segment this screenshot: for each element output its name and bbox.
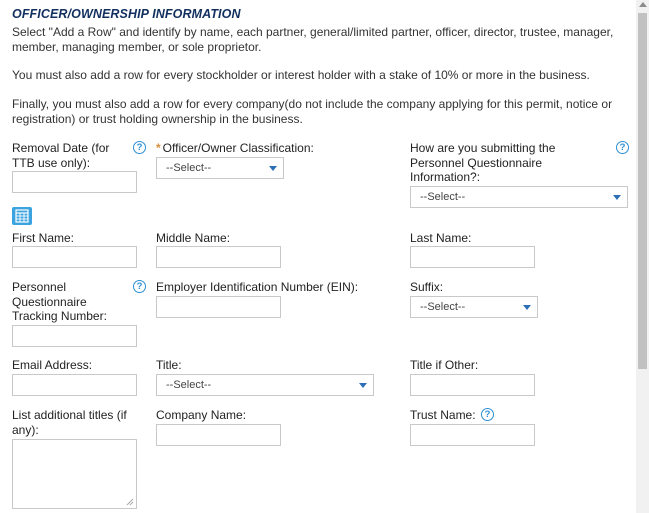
- title-label: Title:: [156, 358, 182, 372]
- instruction-paragraph-1: Select "Add a Row" and identify by name, each partner, general/limited partner, officer, director, trustee, manager, member, managing member, or sole proprietor.: [12, 25, 614, 54]
- middle-name-label: Middle Name:: [156, 231, 231, 245]
- chevron-down-icon: [359, 383, 367, 388]
- pq-tracking-input[interactable]: [12, 325, 137, 347]
- chevron-down-icon: [613, 195, 621, 200]
- pq-tracking-label: Personnel Questionnaire Tracking Number:: [12, 280, 107, 323]
- first-name-input[interactable]: [12, 246, 137, 268]
- suffix-select[interactable]: --Select--: [410, 296, 538, 318]
- instruction-paragraph-3: Finally, you must also add a row for every company(do not include the company applying for this permit, notice or registration) or trust holding ownership in the business.: [12, 97, 613, 126]
- chevron-down-icon: [269, 166, 277, 171]
- company-name-input[interactable]: [156, 424, 281, 446]
- pq-submission-help-icon[interactable]: ?: [616, 141, 629, 154]
- first-name-label: First Name:: [12, 231, 75, 245]
- required-marker: *: [156, 141, 161, 155]
- middle-name-input[interactable]: [156, 246, 281, 268]
- instruction-paragraph-2: You must also add a row for every stockholder or interest holder with a stake of 10% or more in the business.: [12, 68, 590, 82]
- additional-titles-textarea[interactable]: [12, 439, 137, 509]
- title-select[interactable]: --Select--: [156, 374, 374, 396]
- email-input[interactable]: [12, 374, 137, 396]
- trust-name-input[interactable]: [410, 424, 535, 446]
- scroll-up-arrow-icon[interactable]: [639, 2, 647, 7]
- last-name-input[interactable]: [410, 246, 535, 268]
- chevron-down-icon: [523, 305, 531, 310]
- ein-input[interactable]: [156, 296, 281, 318]
- officer-classification-label: * Officer/Owner Classification:: [156, 141, 314, 155]
- additional-titles-label: List additional titles (if any):: [12, 408, 127, 437]
- removal-date-label: Removal Date (for TTB use only):: [12, 141, 110, 170]
- vertical-scrollbar[interactable]: [636, 0, 649, 513]
- pq-tracking-help-icon[interactable]: ?: [133, 280, 146, 293]
- trust-name-label: Trust Name:: [410, 408, 476, 422]
- calendar-icon[interactable]: [12, 207, 32, 225]
- title-other-label: Title if Other:: [410, 358, 479, 372]
- officer-classification-select[interactable]: --Select--: [156, 157, 284, 179]
- email-label: Email Address:: [12, 358, 93, 372]
- pq-submission-select[interactable]: --Select--: [410, 186, 628, 208]
- company-name-label: Company Name:: [156, 408, 247, 422]
- removal-date-input[interactable]: [12, 171, 137, 193]
- scrollbar-thumb[interactable]: [638, 13, 647, 369]
- ein-label: Employer Identification Number (EIN):: [156, 280, 359, 294]
- title-other-input[interactable]: [410, 374, 535, 396]
- suffix-label: Suffix:: [410, 280, 444, 294]
- section-title: OFFICER/OWNERSHIP INFORMATION: [12, 7, 241, 21]
- last-name-label: Last Name:: [410, 231, 472, 245]
- removal-date-help-icon[interactable]: ?: [133, 141, 146, 154]
- trust-name-help-icon[interactable]: ?: [481, 408, 494, 421]
- resize-grip-icon[interactable]: [126, 498, 134, 506]
- pq-submission-label: How are you submitting the Personnel Questionnaire Information?:: [410, 141, 556, 184]
